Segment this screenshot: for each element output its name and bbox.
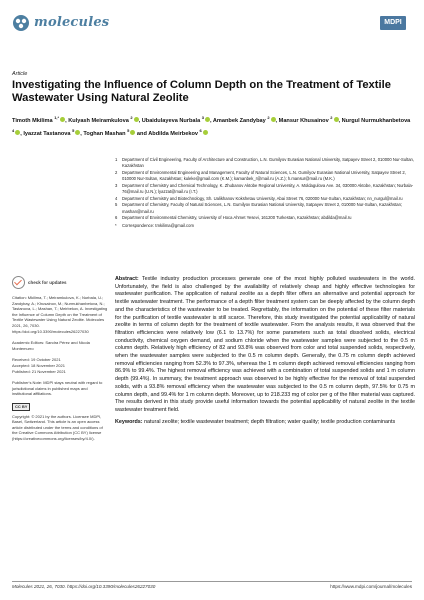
orcid-icon[interactable] (130, 130, 135, 135)
correspondence-marker: * (115, 222, 117, 228)
author-affiliation-marker: 2 (267, 115, 270, 120)
academic-editors: Academic Editors: Sandra Pérez and Nicola Montemurro (12, 340, 90, 351)
keywords-text: natural zeolite; textile wastewater treatment; depth filtration; water quality; textile production contaminants (144, 418, 396, 425)
author-name[interactable] (83, 127, 135, 137)
author-affiliation-marker: 1,* (54, 115, 60, 120)
orcid-icon[interactable] (75, 130, 80, 135)
author-name[interactable] (278, 115, 339, 124)
author-label: Kulyash Meiramkulova (68, 117, 129, 124)
affiliation-text: Department of Chemistry, Faculty of Natural Sciences, L.N. Gumilyov Eurasian National University, Satpayev Street 2, 010000 Nur-Sultan, Kazakhstan; mashan@mail.ru (122, 202, 403, 214)
author-name[interactable] (148, 127, 208, 137)
mdpi-logo[interactable]: MDPI (380, 16, 406, 30)
check-updates-icon (12, 276, 25, 289)
affiliation-text: Department of Environmental Engineering and Management, Faculty of Natural Sciences, L.N. Gumilyov Eurasian National University, Satpayev Street 2, 010000 Nur-Sultan, Kazakhstan; kuleke@gmail.com (K.M.); kamanbek_r@mail.ru (A.Z.); h.mansur@mail.ru (M.K.) (122, 169, 406, 182)
footer-journal-link[interactable]: https://www.mdpi.com/journal/molecules (330, 584, 412, 589)
author-label: Ubaidulayeva Nurbala (141, 117, 201, 124)
orcid-icon[interactable] (271, 117, 276, 122)
journal-header (12, 14, 412, 32)
affiliations (115, 157, 415, 229)
author-label: Toghan Mashan (83, 130, 126, 137)
author-name[interactable] (212, 115, 276, 124)
author-label: Abdilda Meirbekov (148, 130, 198, 137)
keywords-label: Keywords: (115, 418, 143, 425)
abstract-text: Textile industry production processes generate one of the most highly polluted wastewaters in the world. Unfortunately, the field is also challenged by the availability of relatively cheap and highly effective technologies for wastewater purification. The application of natural zeolite as a depth filter offers an alternative and potential approach for textile wastewater treatment. The performance of a depth filter treatment system can be deeply affected by the column depth and the characteristics of the wastewater to be treated. Regrettably, the information on the potential of these filter materials for the purification of textile wastewater is still scarce. Therefore, this study investigated the potential applicability of natural zeolite in terms of column depth for the treatment of textile wastewater. From the analysis results, it was observed that the filtration efficiencies were relatively low (6.1 to 13.7%) for some parameters such as total dissolved solids, electrical conductivity, chemical oxygen demand, and sodium chloride when the wastewater samples were subjected to the 0.5 m column depth. Relatively high efficiency of 82 and 93.8% was observed from color and total suspended solids, respectively, when the wastewater samples were subjected to the 0.5 m column depth. Generally, the 0.75 m column depth achieved removal efficiencies ranging from 52.3% to 97.3%, whereas the 1 m column depth achieved removal efficiencies ranging from 86.9% to 99.4%. The highest removal efficiency was achieved with a combination of total suspended solids and 1 m column depth (99.4%). In summary, the treatment approach was observed to be highly effective for the removal of total suspended solids, with a 93.8% removal efficiency when the wastewater was subjected to the 0.5 m column depth, 97.5% for 0.75 m column depth, and 99.4% for 1 m column depth. Moreover, up to 218.233 mg of color per g of the filter material was captured. The results derived in this study provide useful information towards the potential applicability of natural zeolite in the textile wastewater treatment field. (115, 276, 415, 413)
keywords (115, 419, 415, 427)
affiliation-number: 6 (115, 215, 118, 221)
author-label: Iyazzat Tastanova (23, 130, 71, 137)
author-name[interactable] (141, 115, 210, 124)
paper-title: Investigating the Influence of Column Depth on the Treatment of Textile Wastewater Using Natural Zeolite (12, 79, 391, 104)
cc-license-badge[interactable]: CC BY (12, 403, 30, 411)
footer-citation: Molecules 2021, 26, 7030. https://doi.org/10.3390/molecules26227030 (12, 584, 156, 589)
affiliation-text: Department of Civil Engineering, Faculty of Architecture and Construction, L.N. Gumilyov Eurasian National University, Satpayev Street 2, 010000 Nur-Sultan, Kazakhstan (122, 157, 415, 169)
affiliation-text: Department of Environmental Chemistry, University of Hoca Ahmet Yesevi, 161200 Turkestan, Kazakhstan; abdilda@mail.ru (122, 215, 352, 221)
publisher-note: Publisher's Note: MDPI stays neutral with regard to jurisdictional claims in published maps and institutional affiliations. (12, 380, 103, 397)
affiliation-number: 1 (115, 157, 118, 162)
affiliation-number: 4 (115, 195, 118, 201)
orcid-icon[interactable] (203, 130, 208, 135)
author-label: Amanbek Zandybay (212, 117, 266, 124)
citation-block: Citation: Mkilima, T.; Meiramkulova, K.; Nurbala, U.; Zandybay, A.; Khusainov, M.; Nurmukhanbetova, N.; Tastanova, L.; Mashan, T.; Meirbekov, A. Investigating the Influence of Column Depth on the Treatment of Textile Wastewater Using Natural Zeolite. Molecules 2021, 26, 7030. https://doi.org/10.3390/molecules26227030 (12, 295, 108, 334)
affiliation-item (115, 170, 415, 182)
article-type: Article (12, 71, 28, 77)
author-affiliation-marker: 6 (199, 127, 202, 133)
author-affiliation-marker: 5 (72, 127, 75, 133)
author-affiliation-marker: 3 (201, 115, 204, 120)
author-name[interactable] (23, 127, 80, 137)
abstract-label: Abstract: (115, 276, 139, 282)
orcid-icon[interactable] (60, 117, 65, 122)
author-affiliation-marker: 4 (12, 127, 15, 133)
author-label: Mansur Khusainov (278, 117, 329, 124)
journal-name: molecules (34, 15, 110, 30)
author-label: Nurgul Nurmukhanbetova (341, 117, 411, 124)
publication-dates: Received: 19 October 2021 Accepted: 18 November 2021 Published: 21 November 2021 (12, 357, 66, 374)
affiliation-item (115, 202, 415, 214)
author-affiliation-marker: 2 (130, 115, 133, 120)
author-name[interactable] (12, 115, 65, 124)
abstract (115, 276, 415, 415)
affiliation-text: Department of Chemistry and Chemical Technology, K. Zhubanov Aktobe Regional University, A. Moldagulova Ave. 34, 030000 Aktobe, Kazakhstan; Nurbala-76@mail.ru (U.N.); lyazzat@mail.ru (I.T.) (122, 182, 414, 195)
affiliation-item (115, 196, 415, 202)
author-affiliation-marker: 5 (127, 127, 130, 133)
molecules-logo-icon (12, 14, 30, 32)
copyright-notice: Copyright: © 2021 by the authors. Licensee MDPI, Basel, Switzerland. This article is an open access article distributed under the terms and conditions of the Creative Commons Attribution (CC BY) license (https://creativecommons.org/licenses/by/4.0/). (12, 413, 103, 441)
correspondence-text[interactable]: Correspondence: tmkilima@gmail.com (122, 222, 194, 228)
orcid-icon[interactable] (205, 117, 210, 122)
author-label: Timoth Mkilima (12, 117, 53, 124)
check-updates-label: check for updates (28, 280, 67, 285)
affiliation-number: 3 (115, 182, 118, 188)
author-name[interactable] (68, 115, 138, 124)
author-list: Timoth Mkilima $^{1,*}$, Kulyash Meiramkulova $^2$, Ubaidulayeva Nurbala $^3$, Amanbek Zandybay $^2$, Mansur Khusainov $^2$, Nurgul Nurmukhanbetova $^4$, Iyazzat Tastanova $^5$, Toghan Mashan $^5$ and Abdilda Meirbekov $^6$ (12, 115, 411, 137)
orcid-icon[interactable] (134, 117, 139, 122)
affiliation-number: 2 (115, 169, 118, 175)
author-affiliation-marker: 2 (330, 115, 333, 120)
affiliation-text: Department of Chemistry and Biotechnology, Sh. Ualikhanov Kokshetau University, Abai Street 76, 020000 Nur-Sultan, Kazakhstan; nn_nurgul@mail.ru (122, 195, 403, 201)
orcid-icon[interactable] (15, 130, 20, 135)
affiliation-item (115, 215, 415, 221)
check-for-updates-button[interactable] (12, 276, 108, 289)
affiliation-number: 5 (115, 202, 118, 208)
affiliation-item (115, 183, 415, 195)
footer-divider (12, 581, 412, 582)
article-sidebar (12, 276, 108, 447)
correspondence (115, 223, 415, 229)
affiliation-item (115, 157, 415, 169)
orcid-icon[interactable] (334, 117, 339, 122)
main-content (115, 276, 415, 426)
